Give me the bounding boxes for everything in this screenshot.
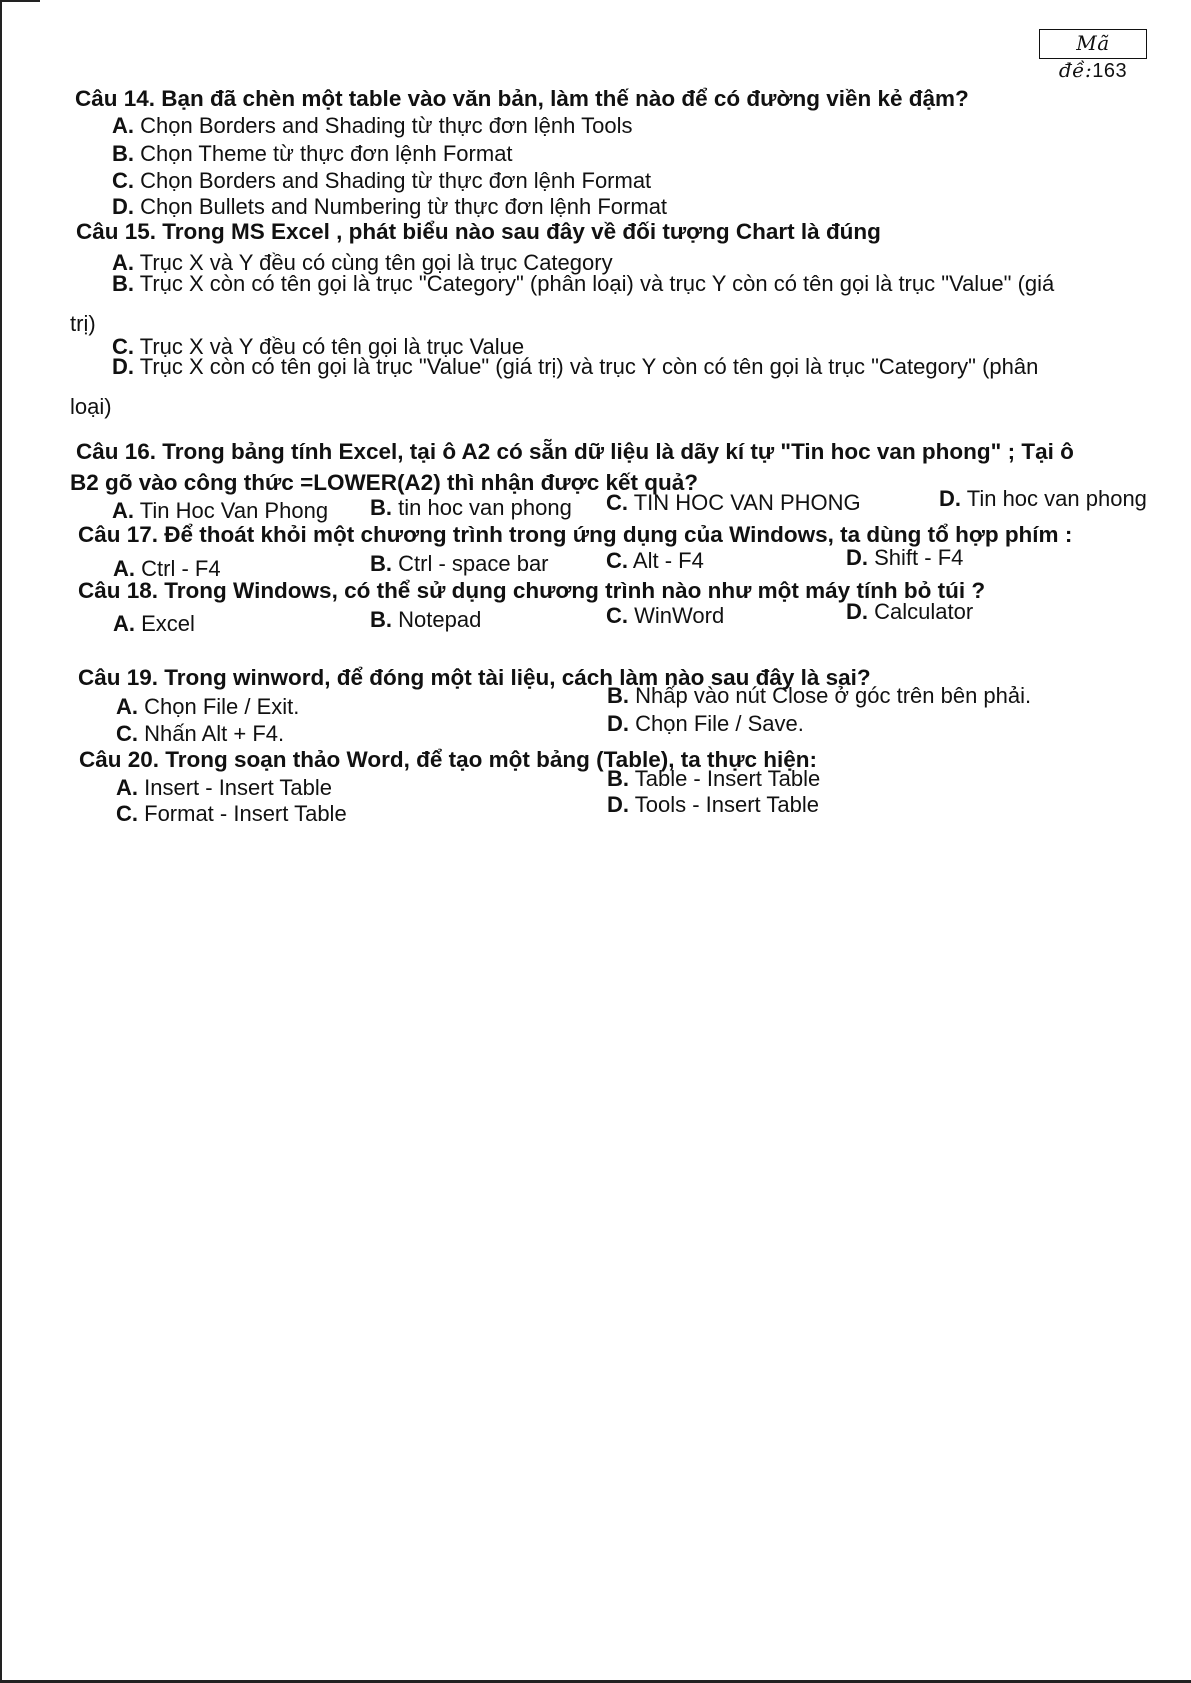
option-15-d: D. Trục X còn có tên gọi là trục "Value" (giá trị) và trục Y còn có tên gọi là trục "Category" (phân	[112, 354, 1039, 379]
option-18-d: D. Calculator	[846, 599, 974, 624]
option-15-b: B. Trục X còn có tên gọi là trục "Category" (phân loại) và trục Y còn có tên gọi là trục "Value" (giá	[112, 271, 1055, 296]
option-17-c: C. Alt - F4	[606, 548, 704, 573]
option-14-b: B. Chọn Theme từ thực đơn lệnh Format	[112, 141, 513, 166]
option-18-a: A. Excel	[113, 611, 195, 636]
scan-top-edge	[0, 0, 40, 2]
option-16-d: D. Tin hoc van phong	[939, 486, 1147, 511]
exam-code-number: 163	[1092, 60, 1128, 82]
option-19-c: C. Nhấn Alt + F4.	[116, 721, 285, 746]
option-15-b-continuation: trị)	[70, 311, 96, 336]
option-19-d: D. Chọn File / Save.	[607, 711, 804, 736]
option-14-c: C. Chọn Borders and Shading từ thực đơn lệnh Format	[112, 168, 652, 193]
question-19: Câu 19. Trong winword, để đóng một tài liệu, cách làm nào sau đây là sai?	[78, 665, 871, 690]
question-17: Câu 17. Để thoát khỏi một chương trình trong ứng dụng của Windows, ta dùng tổ hợp phím :	[78, 522, 1073, 547]
option-18-b: B. Notepad	[370, 607, 482, 632]
option-15-c: C. Trục X và Y đều có tên gọi là trục Value	[112, 334, 525, 359]
question-20: Câu 20. Trong soạn thảo Word, để tạo một bảng (Table), ta thực hiện:	[79, 747, 817, 772]
option-16-b: B. tin hoc van phong	[370, 495, 572, 520]
question-16: Câu 16. Trong bảng tính Excel, tại ô A2 có sẵn dữ liệu là dãy kí tự "Tin hoc van phong" ; Tại ô	[76, 439, 1074, 464]
option-17-d: D. Shift - F4	[846, 545, 964, 570]
option-19-b: B. Nhấp vào nút Close ở góc trên bên phải.	[607, 683, 1032, 708]
option-19-a: A. Chọn File / Exit.	[116, 694, 300, 719]
question-14: Câu 14. Bạn đã chèn một table vào văn bản, làm thế nào để có đường viền kẻ đậm?	[75, 86, 969, 111]
option-15-d-continuation: loại)	[70, 394, 112, 419]
exam-code-label: Mã đề:	[1058, 31, 1110, 82]
scan-left-edge	[0, 0, 2, 1683]
option-14-a: A. Chọn Borders and Shading từ thực đơn lệnh Tools	[112, 113, 633, 138]
exam-code-box	[1039, 29, 1147, 82]
option-20-b: B. Table - Insert Table	[607, 766, 821, 791]
option-18-c: C. WinWord	[606, 603, 725, 628]
question-16-continuation: B2 gõ vào công thức =LOWER(A2) thì nhận được kết quả?	[70, 470, 698, 495]
option-20-c: C. Format - Insert Table	[116, 801, 347, 826]
option-16-a: A. Tin Hoc Van Phong	[112, 498, 329, 523]
question-15: Câu 15. Trong MS Excel , phát biểu nào sau đây về đối tượng Chart là đúng	[76, 219, 881, 244]
option-17-a: A. Ctrl - F4	[113, 556, 221, 581]
question-18: Câu 18. Trong Windows, có thể sử dụng chương trình nào như một máy tính bỏ túi ?	[78, 578, 986, 603]
option-14-d: D. Chọn Bullets and Numbering từ thực đơn lệnh Format	[112, 194, 668, 219]
option-16-c: C. TIN HOC VAN PHONG	[606, 490, 861, 515]
option-20-d: D. Tools - Insert Table	[607, 792, 819, 817]
option-15-a: A. Trục X và Y đều có cùng tên gọi là trục Category	[112, 250, 613, 275]
option-17-b: B. Ctrl - space bar	[370, 551, 549, 576]
option-20-a: A. Insert - Insert Table	[116, 775, 333, 800]
